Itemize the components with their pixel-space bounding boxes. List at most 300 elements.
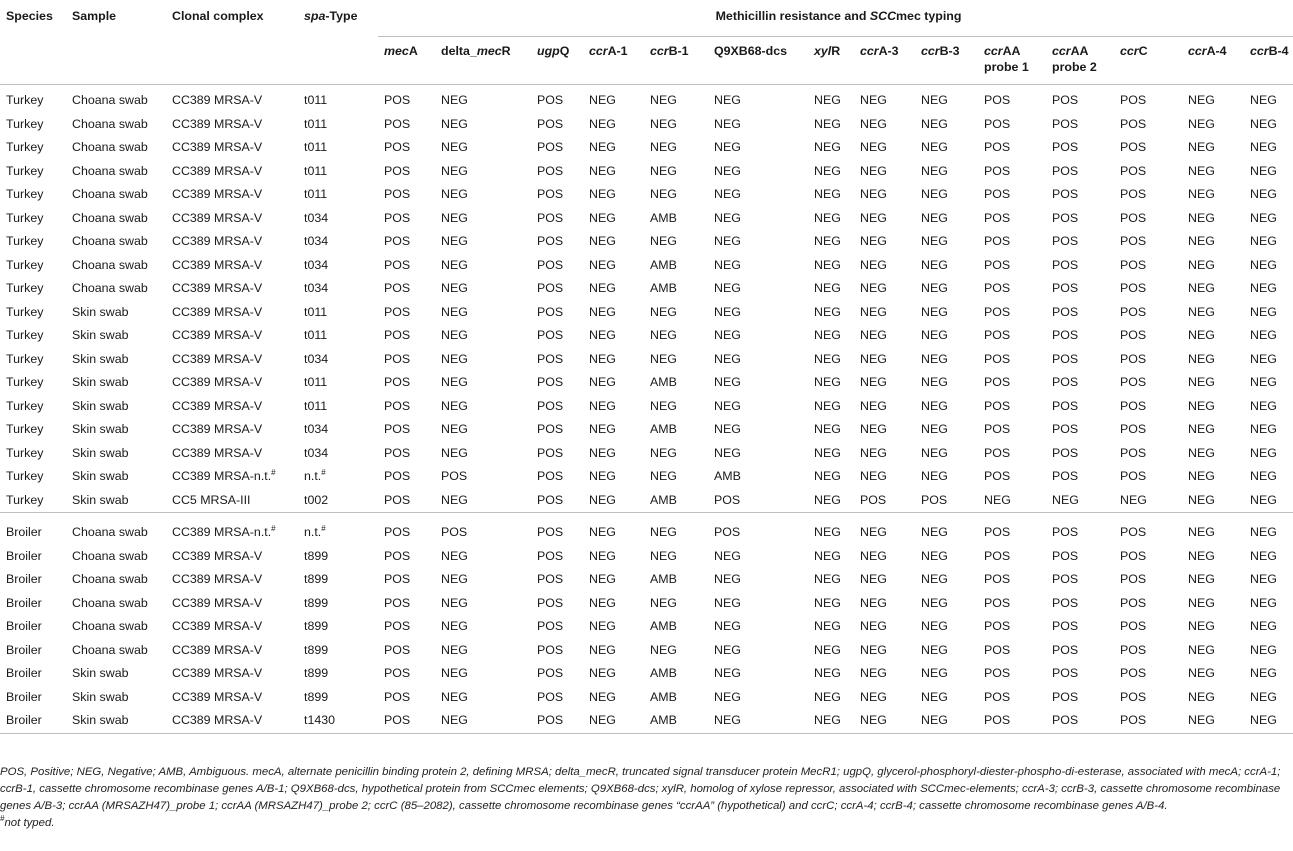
cell-result: NEG	[650, 398, 677, 413]
cell-result: POS	[384, 445, 411, 460]
cell-result: NEG	[441, 281, 468, 295]
header-gene: delta_mecR	[435, 37, 531, 85]
cell-result: NEG	[1120, 492, 1147, 507]
cell-result: NEG	[441, 572, 468, 586]
cell-result: POS	[1120, 445, 1147, 460]
cell-result: NEG	[714, 619, 741, 633]
cell-result: POS	[1052, 328, 1079, 342]
cell-result: NEG	[860, 163, 887, 178]
cell-result: POS	[1120, 469, 1147, 483]
cell-result: AMB	[650, 689, 677, 704]
cell-result: POS	[384, 210, 411, 225]
cell-result: NEG	[589, 351, 616, 366]
cell-result: NEG	[441, 304, 468, 319]
cell-result: NEG	[441, 210, 468, 225]
cell-species: Broiler	[6, 642, 42, 657]
table-row	[0, 686, 1293, 710]
cell-result: NEG	[1188, 642, 1215, 657]
cell-result: AMB	[644, 709, 708, 733]
cell-species: Broiler	[0, 513, 66, 545]
cell-result: NEG	[589, 140, 616, 154]
cell-result: NEG	[1188, 116, 1215, 131]
header-gene: Q9XB68-dcs	[708, 37, 808, 85]
cell-sample: Choana swab	[66, 513, 166, 545]
cell-sample: Choana swab	[72, 548, 148, 563]
cell-result: NEG	[814, 140, 841, 154]
cell-result: NEG	[1188, 163, 1215, 178]
cell-result: NEG	[814, 328, 841, 342]
cell-result: NEG	[650, 595, 677, 610]
table-footnote	[0, 764, 1290, 832]
cell-clonal-complex: CC389 MRSA-V	[172, 375, 263, 389]
cell-result: NEG	[650, 163, 677, 178]
cell-result: NEG	[708, 709, 808, 733]
cell-result: NEG	[1188, 619, 1215, 633]
cell-result: POS	[384, 422, 411, 436]
cell-result: NEG	[860, 140, 887, 154]
cell-result: NEG	[814, 642, 841, 657]
cell-result: NEG	[589, 93, 616, 107]
cell-result: NEG	[650, 642, 677, 657]
cell-result: NEG	[860, 572, 887, 586]
cell-result: NEG	[860, 116, 887, 131]
cell-result: POS	[984, 666, 1011, 680]
cell-sample: Choana swab	[72, 257, 148, 272]
cell-spa-type: t011	[304, 93, 328, 107]
cell-result: NEG	[1250, 548, 1277, 563]
cell-result: POS	[1114, 709, 1182, 733]
cell-clonal-complex: CC389 MRSA-V	[172, 163, 263, 178]
cell-sample: Choana swab	[72, 187, 148, 201]
cell-result: NEG	[589, 595, 616, 610]
cell-result: NEG	[921, 595, 948, 610]
cell-result: NEG	[714, 422, 741, 436]
cell-result: NEG	[921, 398, 948, 413]
cell-clonal-complex: CC389 MRSA-n.t.#	[166, 513, 298, 545]
cell-result: POS	[984, 93, 1011, 107]
cell-clonal-complex: CC389 MRSA-V	[172, 572, 263, 586]
cell-result: POS	[1052, 666, 1079, 680]
header-gene: ccrB-1	[644, 37, 708, 85]
cell-result: POS	[1120, 398, 1147, 413]
cell-result: POS	[984, 548, 1011, 563]
cell-result: NEG	[1188, 93, 1215, 107]
cell-clonal-complex: CC389 MRSA-V	[172, 595, 263, 610]
table-row	[0, 568, 1293, 592]
cell-result: POS	[384, 304, 411, 319]
cell-result: POS	[537, 210, 564, 225]
cell-result: POS	[1052, 140, 1079, 154]
cell-result: POS	[537, 492, 564, 507]
cell-result: NEG	[1250, 116, 1277, 131]
table-row	[0, 465, 1293, 489]
cell-result: NEG	[589, 375, 616, 389]
cell-result: NEG	[714, 163, 741, 178]
header-gene: ccrC	[1114, 37, 1182, 85]
cell-result: NEG	[441, 445, 468, 460]
cell-result: POS	[984, 572, 1011, 586]
cell-result: POS	[384, 642, 411, 657]
cell-result: POS	[1052, 257, 1079, 272]
cell-result: NEG	[650, 328, 677, 342]
cell-result: NEG	[1188, 281, 1215, 295]
cell-result: POS	[537, 304, 564, 319]
cell-result: NEG	[921, 304, 948, 319]
cell-sample: Choana swab	[72, 116, 148, 131]
cell-clonal-complex: CC389 MRSA-V	[172, 548, 263, 563]
cell-result: NEG	[1250, 492, 1277, 507]
cell-result: NEG	[1188, 351, 1215, 366]
cell-result: POS	[1052, 351, 1079, 366]
cell-result: NEG	[860, 642, 887, 657]
cell-sample: Skin swab	[72, 492, 129, 507]
cell-result: POS	[984, 257, 1011, 272]
cell-result: NEG	[1250, 595, 1277, 610]
cell-result: NEG	[814, 234, 841, 248]
cell-result: POS	[1120, 140, 1147, 154]
cell-result: POS	[1120, 281, 1147, 295]
cell-result: POS	[384, 492, 411, 507]
cell-result: POS	[384, 234, 411, 248]
cell-result: POS	[1120, 93, 1147, 107]
cell-result: NEG	[1182, 709, 1244, 733]
cell-result: NEG	[650, 469, 677, 483]
cell-clonal-complex: CC389 MRSA-V	[172, 210, 263, 225]
cell-result: NEG	[921, 93, 948, 107]
cell-result: POS	[1052, 187, 1079, 201]
cell-result: NEG	[589, 328, 616, 342]
cell-result: NEG	[814, 281, 841, 295]
header-clonal-complex: Clonal complex	[166, 3, 298, 85]
cell-result: POS	[1120, 375, 1147, 389]
cell-result: NEG	[814, 351, 841, 366]
cell-result: POS	[384, 572, 411, 586]
cell-result: POS	[537, 140, 564, 154]
cell-sample: Skin swab	[72, 689, 129, 704]
table-row	[0, 639, 1293, 663]
cell-result: NEG	[814, 116, 841, 131]
cell-result: POS	[984, 595, 1011, 610]
cell-result: POS	[714, 492, 741, 507]
cell-result: POS	[984, 445, 1011, 460]
cell-species: Turkey	[6, 163, 44, 178]
cell-result: POS	[1120, 548, 1147, 563]
cell-result: NEG	[441, 548, 468, 563]
cell-result: NEG	[915, 513, 978, 545]
cell-sample: Skin swab	[72, 445, 129, 460]
table-row	[0, 136, 1293, 160]
cell-result: NEG	[814, 93, 841, 107]
cell-result: NEG	[814, 210, 841, 225]
cell-result: POS	[1052, 304, 1079, 319]
cell-result: POS	[384, 548, 411, 563]
cell-result: NEG	[808, 513, 854, 545]
table-row	[0, 615, 1293, 639]
cell-result: AMB	[650, 422, 677, 436]
cell-result: POS	[984, 328, 1011, 342]
table-row	[0, 277, 1293, 301]
cell-result: NEG	[714, 445, 741, 460]
cell-result: POS	[384, 116, 411, 131]
cell-result: POS	[537, 328, 564, 342]
cell-result: NEG	[860, 281, 887, 295]
cell-result: NEG	[1250, 304, 1277, 319]
cell-result: NEG	[441, 351, 468, 366]
cell-spa-type: t034	[304, 210, 329, 225]
header-group-methicillin: Methicillin resistance and SCCmec typing	[378, 3, 1293, 37]
cell-result: NEG	[441, 619, 468, 633]
cell-result: NEG	[921, 116, 948, 131]
cell-result: NEG	[650, 140, 677, 154]
cell-result: POS	[1052, 642, 1079, 657]
cell-result: NEG	[589, 689, 616, 704]
cell-spa-type: n.t.#	[304, 467, 326, 483]
cell-result: NEG	[921, 548, 948, 563]
cell-result: POS	[984, 375, 1011, 389]
cell-result: POS	[984, 619, 1011, 633]
cell-result: NEG	[1250, 666, 1277, 680]
cell-result: NEG	[921, 619, 948, 633]
cell-result: NEG	[854, 709, 915, 733]
cell-sample: Choana swab	[72, 210, 148, 225]
cell-result: POS	[441, 469, 468, 483]
cell-result: NEG	[714, 210, 741, 225]
cell-sample: Skin swab	[72, 351, 129, 366]
cell-result: NEG	[1250, 398, 1277, 413]
cell-result: NEG	[714, 398, 741, 413]
cell-clonal-complex: CC389 MRSA-V	[172, 328, 263, 342]
cell-result: POS	[1052, 469, 1079, 483]
table-row	[0, 662, 1293, 686]
cell-result: NEG	[589, 234, 616, 248]
cell-clonal-complex: CC389 MRSA-V	[172, 619, 263, 633]
cell-result: NEG	[589, 548, 616, 563]
cell-result: NEG	[589, 187, 616, 201]
cell-result: NEG	[441, 116, 468, 131]
header-gene: ccrAA probe 2	[1046, 37, 1114, 85]
cell-result: NEG	[860, 328, 887, 342]
cell-result: POS	[978, 513, 1046, 545]
cell-result: NEG	[441, 163, 468, 178]
cell-result: NEG	[650, 351, 677, 366]
cell-result: POS	[1052, 93, 1079, 107]
table-row	[0, 442, 1293, 466]
table-row	[0, 592, 1293, 616]
cell-result: NEG	[1188, 595, 1215, 610]
cell-species: Broiler	[6, 689, 42, 704]
cell-result: POS	[537, 572, 564, 586]
cell-clonal-complex: CC389 MRSA-V	[172, 234, 263, 248]
cell-result: NEG	[435, 709, 531, 733]
cell-result: POS	[384, 93, 411, 107]
table-row	[0, 371, 1293, 395]
cell-result: NEG	[808, 709, 854, 733]
cell-result: NEG	[814, 304, 841, 319]
cell-result: NEG	[589, 642, 616, 657]
cell-result: POS	[537, 116, 564, 131]
cell-result: POS	[984, 234, 1011, 248]
cell-result: NEG	[854, 513, 915, 545]
cell-sample: Choana swab	[72, 234, 148, 248]
cell-result: NEG	[441, 595, 468, 610]
cell-result: POS	[537, 93, 564, 107]
cell-clonal-complex: CC389 MRSA-V	[172, 642, 263, 657]
cell-spa-type: t011	[304, 140, 328, 154]
cell-result: NEG	[1250, 328, 1277, 342]
cell-result: POS	[984, 116, 1011, 131]
cell-clonal-complex: CC5 MRSA-III	[172, 492, 251, 507]
cell-result: AMB	[650, 492, 677, 507]
cell-result: NEG	[921, 163, 948, 178]
cell-result: POS	[537, 234, 564, 248]
cell-result: POS	[537, 281, 564, 295]
table-row	[0, 709, 1293, 733]
cell-sample: Choana swab	[72, 163, 148, 178]
cell-result: POS	[378, 513, 435, 545]
cell-result: NEG	[589, 304, 616, 319]
cell-result: NEG	[814, 257, 841, 272]
cell-result: NEG	[589, 116, 616, 131]
cell-spa-type: t011	[304, 375, 328, 389]
table-row	[0, 301, 1293, 325]
cell-sample: Skin swab	[72, 398, 129, 413]
table-row	[0, 183, 1293, 207]
cell-result: NEG	[1188, 234, 1215, 248]
cell-result: NEG	[860, 619, 887, 633]
cell-result: NEG	[860, 93, 887, 107]
cell-species: Turkey	[6, 140, 44, 154]
cell-clonal-complex: CC389 MRSA-V	[172, 140, 263, 154]
cell-result: POS	[537, 595, 564, 610]
cell-result: NEG	[860, 422, 887, 436]
cell-clonal-complex: CC389 MRSA-V	[172, 351, 263, 366]
header-species: Species	[0, 3, 66, 85]
cell-sample: Skin swab	[72, 328, 129, 342]
cell-result: NEG	[1250, 257, 1277, 272]
cell-result: AMB	[650, 666, 677, 680]
cell-result: POS	[1120, 234, 1147, 248]
cell-species: Turkey	[6, 351, 44, 366]
cell-result: POS	[984, 210, 1011, 225]
cell-sample: Skin swab	[72, 666, 129, 680]
cell-result: NEG	[860, 257, 887, 272]
cell-species: Turkey	[6, 328, 44, 342]
cell-result: NEG	[814, 572, 841, 586]
cell-result: AMB	[650, 281, 677, 295]
cell-result: NEG	[860, 304, 887, 319]
cell-result: NEG	[921, 187, 948, 201]
cell-result: NEG	[860, 689, 887, 704]
table-row	[0, 348, 1293, 372]
cell-result: NEG	[714, 304, 741, 319]
cell-result: POS	[984, 351, 1011, 366]
cell-result: POS	[537, 187, 564, 201]
cell-result: NEG	[1188, 445, 1215, 460]
cell-result: NEG	[714, 328, 741, 342]
cell-result: AMB	[650, 257, 677, 272]
cell-result: POS	[531, 513, 583, 545]
cell-result: NEG	[1188, 689, 1215, 704]
cell-spa-type: n.t.#	[298, 513, 378, 545]
cell-result: NEG	[814, 187, 841, 201]
cell-result: POS	[984, 422, 1011, 436]
cell-result: NEG	[860, 210, 887, 225]
table-row	[0, 230, 1293, 254]
cell-species: Turkey	[6, 304, 44, 319]
cell-result: POS	[708, 513, 808, 545]
cell-result: POS	[1120, 619, 1147, 633]
cell-result: NEG	[441, 257, 468, 272]
cell-clonal-complex: CC389 MRSA-V	[172, 666, 263, 680]
cell-result: NEG	[921, 422, 948, 436]
cell-result: NEG	[1250, 281, 1277, 295]
cell-result: NEG	[714, 187, 741, 201]
cell-result: POS	[1052, 398, 1079, 413]
cell-clonal-complex: CC389 MRSA-V	[172, 257, 263, 272]
cell-species: Turkey	[6, 469, 44, 483]
cell-result: NEG	[921, 328, 948, 342]
cell-result: NEG	[1250, 422, 1277, 436]
cell-sample: Skin swab	[72, 469, 129, 483]
cell-result: NEG	[589, 281, 616, 295]
cell-result: NEG	[814, 619, 841, 633]
cell-result: NEG	[714, 595, 741, 610]
cell-sample: Choana swab	[72, 595, 148, 610]
cell-sample: Skin swab	[72, 304, 129, 319]
cell-result: NEG	[814, 492, 841, 507]
table-row	[0, 418, 1293, 442]
cell-result: POS	[1114, 513, 1182, 545]
footnote-abbreviations: POS, Positive; NEG, Negative; AMB, Ambiguous. mecA, alternate penicillin binding protein 2, defining MRSA; delta_mecR, truncated signal transducer protein MecR1; ugpQ, glycerol-phosphoryl-diester-phospho-di-esterase, associated with mecA; ccrA-1; ccrB-1, cassette chromosome recombinase genes A/B-1; Q9XB68-dcs, hypothetical protein from SCCmec elements; Q9XB68-dcs; xylR, homolog of xylose repressor, associated with SCCmec-elements; ccrA-3; ccrB-3, cassette chromosome recombinase genes A/B-3; ccrAA (MRSAZH47)_probe 1; ccrAA (MRSAZH47)_probe 2; ccrC (85–2082), cassette chromosome recombinase genes “ccrAA” (hypothetical) and ccrC; ccrA-4; ccrB-4; cassette chromosome recombinase genes A/B-4.	[0, 766, 1281, 812]
cell-result: NEG	[1250, 619, 1277, 633]
cell-result: POS	[1120, 116, 1147, 131]
cell-result: NEG	[441, 328, 468, 342]
cell-result: POS	[537, 351, 564, 366]
cell-species: Broiler	[0, 709, 66, 733]
cell-species: Turkey	[6, 375, 44, 389]
cell-result: NEG	[714, 689, 741, 704]
cell-result: NEG	[1188, 548, 1215, 563]
cell-result: NEG	[650, 116, 677, 131]
cell-result: NEG	[441, 689, 468, 704]
cell-result: POS	[984, 642, 1011, 657]
cell-result: POS	[1052, 619, 1079, 633]
cell-result: NEG	[860, 445, 887, 460]
cell-sample: Choana swab	[72, 572, 148, 586]
table-row	[0, 545, 1293, 569]
header-spa-type: spa-Type	[298, 3, 378, 85]
cell-result: POS	[537, 469, 564, 483]
cell-result: NEG	[860, 234, 887, 248]
cell-result: NEG	[860, 595, 887, 610]
cell-result: NEG	[860, 398, 887, 413]
cell-species: Turkey	[6, 187, 44, 201]
cell-result: NEG	[814, 422, 841, 436]
cell-result: AMB	[650, 572, 677, 586]
cell-result: NEG	[814, 375, 841, 389]
header-gene: ccrB-3	[915, 37, 978, 85]
cell-clonal-complex: CC389 MRSA-V	[172, 187, 263, 201]
cell-result: POS	[537, 642, 564, 657]
cell-result: POS	[1120, 351, 1147, 366]
cell-sample: Skin swab	[72, 375, 129, 389]
cell-result: NEG	[714, 116, 741, 131]
cell-result: NEG	[921, 140, 948, 154]
cell-result: POS	[537, 548, 564, 563]
cell-result: POS	[1052, 595, 1079, 610]
cell-result: NEG	[814, 548, 841, 563]
cell-result: NEG	[644, 513, 708, 545]
